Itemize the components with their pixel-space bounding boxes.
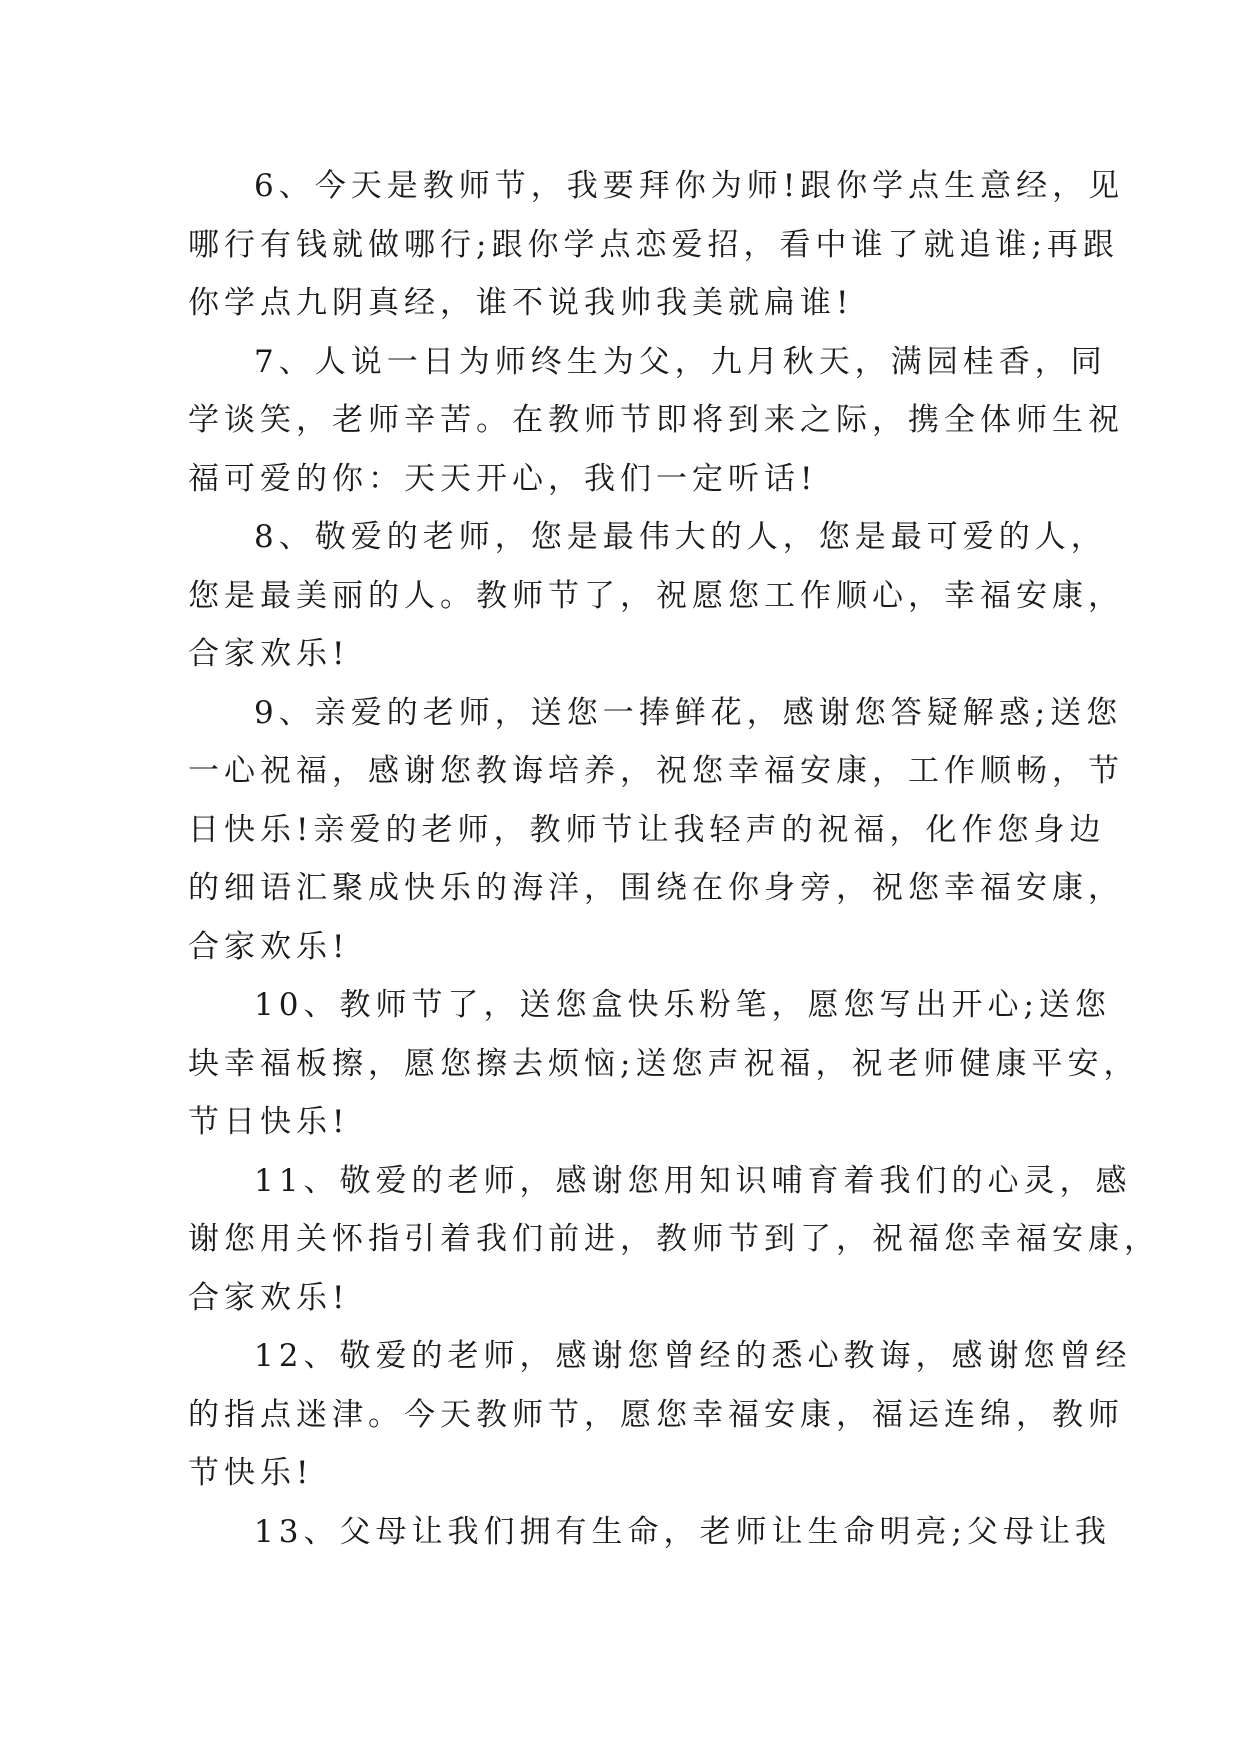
text-line: 福可爱的你：天天开心，我们一定听话! [188, 460, 818, 497]
text-line: 学谈笑，老师辛苦。在教师节即将到来之际，携全体师生祝 [188, 402, 1124, 438]
text-line: 谢您用关怀指引着我们前进，教师节到了，祝福您幸福安康， [188, 1221, 1160, 1257]
text-line: 您是最美丽的人。教师节了，祝愿您工作顺心，幸福安康， [188, 577, 1124, 614]
text-line: 8、敬爱的老师，您是最伟大的人，您是最可爱的人， [254, 519, 1107, 555]
text-line: 10、教师节了，送您盒快乐粉笔，愿您写出开心;送您 [254, 987, 1111, 1023]
body-text [188, 157, 1160, 1561]
text-line: 合家欢乐! [188, 928, 350, 965]
text-line: 节快乐! [188, 1455, 314, 1491]
text-line: 的指点迷津。今天教师节，愿您幸福安康，福运连绵，教师 [188, 1396, 1124, 1433]
text-line: 合家欢乐! [188, 1279, 350, 1316]
text-line: 的细语汇聚成快乐的海洋，围绕在你身旁，祝您幸福安康， [188, 870, 1124, 906]
text-line: 6、今天是教师节，我要拜你为师!跟你学点生意经，见 [254, 168, 1125, 204]
text-line: 日快乐!亲爱的老师，教师节让我轻声的祝福，化作您身边 [188, 811, 1106, 848]
text-line: 9、亲爱的老师，送您一捧鲜花，感谢您答疑解惑;送您 [254, 694, 1123, 731]
text-line: 你学点九阴真经，谁不说我帅我美就扁谁! [188, 285, 854, 321]
text-line: 一心祝福，感谢您教诲培养，祝您幸福安康，工作顺畅，节 [188, 753, 1124, 789]
text-line: 7、人说一日为师终生为父，九月秋天，满园桂香，同 [254, 343, 1107, 380]
text-line: 12、敬爱的老师，感谢您曾经的悉心教诲，感谢您曾经 [254, 1338, 1132, 1374]
text-line: 合家欢乐! [188, 636, 350, 672]
text-line: 13、父母让我们拥有生命，老师让生命明亮;父母让我 [254, 1513, 1111, 1550]
text-line: 块幸福板擦，愿您擦去烦恼;送您声祝福，祝老师健康平安， [188, 1045, 1140, 1082]
text-line: 节日快乐! [188, 1104, 350, 1140]
text-line: 11、敬爱的老师，感谢您用知识哺育着我们的心灵，感 [254, 1162, 1132, 1199]
text-line: 哪行有钱就做哪行;跟你学点恋爱招，看中谁了就追谁;再跟 [188, 226, 1119, 263]
